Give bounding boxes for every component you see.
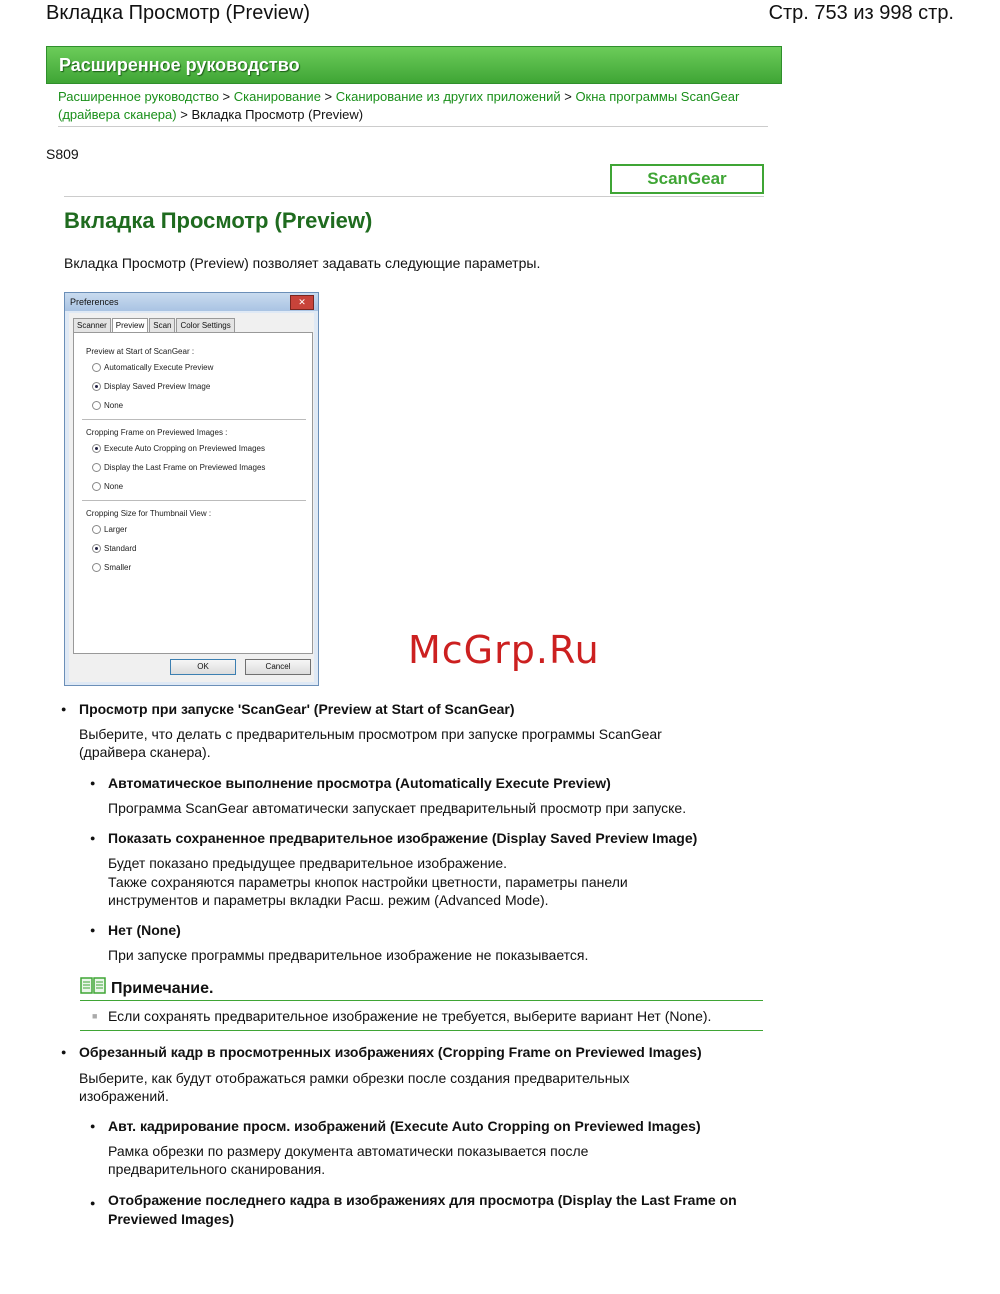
page-number: Стр. 753 из 998 стр. xyxy=(768,2,954,24)
radio-auto-execute-preview[interactable]: Automatically Execute Preview xyxy=(92,363,213,372)
breadcrumb: Расширенное руководство > Сканирование > Сканирование из других приложений > Окна программы ScanGear (драйвера сканера) > Вкладка Просмотр (Preview) xyxy=(58,89,740,122)
ok-button[interactable]: OK xyxy=(170,659,236,675)
option-title: ● Нет (None) xyxy=(108,922,181,938)
close-icon[interactable]: ✕ xyxy=(290,295,314,310)
main-heading: Вкладка Просмотр (Preview) xyxy=(64,208,373,233)
page-title: Вкладка Просмотр (Preview) xyxy=(46,2,310,24)
option-description: Рамка обрезки по размеру документа автоматически показывается после предварительного сканирования. xyxy=(108,1143,589,1177)
tab-preview[interactable]: Preview xyxy=(112,318,148,332)
radio-display-saved-preview[interactable]: Display Saved Preview Image xyxy=(92,382,210,391)
breadcrumb-link-other-apps[interactable]: Сканирование из других приложений xyxy=(335,89,561,104)
radio-preview-none[interactable]: None xyxy=(92,401,123,410)
option-title: ● Отображение последнего кадра в изображениях для просмотра (Display the Last Frame on Previewed Images) xyxy=(108,1191,768,1229)
breadcrumb-link-guide[interactable]: Расширенное руководство xyxy=(58,89,219,104)
divider xyxy=(82,419,306,420)
option-description: Программа ScanGear автоматически запускает предварительный просмотр при запуске. xyxy=(108,800,687,816)
note-title: Примечание. xyxy=(111,980,214,997)
breadcrumb-link-scangear-windows[interactable]: Окна программы ScanGear (драйвера сканера) xyxy=(58,89,740,122)
page-code: S809 xyxy=(46,146,79,162)
divider xyxy=(64,196,764,197)
note-text: Если сохранять предварительное изображение не требуется, выберите вариант Нет (None). xyxy=(108,1008,712,1024)
preferences-dialog xyxy=(64,292,319,686)
cancel-button[interactable]: Cancel xyxy=(245,659,311,675)
radio-auto-cropping[interactable]: Execute Auto Cropping on Previewed Images xyxy=(92,444,265,453)
option-title: ● Автоматическое выполнение просмотра (Automatically Execute Preview) xyxy=(108,775,611,791)
note-item xyxy=(92,1008,711,1024)
section-label: Preview at Start of ScanGear : xyxy=(86,347,195,356)
section-label: Cropping Frame on Previewed Images : xyxy=(86,428,228,437)
dialog-tabs xyxy=(73,318,236,332)
watermark: McGrp.Ru xyxy=(408,628,600,672)
option-description: При запуске программы предварительное изображение не показывается. xyxy=(108,947,589,963)
option-description: Будет показано предыдущее предварительное изображение. xyxy=(108,855,508,871)
dialog-titlebar xyxy=(65,293,318,311)
radio-last-frame[interactable]: Display the Last Frame on Previewed Images xyxy=(92,463,265,472)
section-description: Выберите, как будут отображаться рамки обрезки после создания предварительных изображений. xyxy=(79,1070,630,1104)
divider xyxy=(58,126,768,127)
dialog-body xyxy=(69,313,314,682)
radio-cropping-none[interactable]: None xyxy=(92,482,123,491)
preview-tab-panel xyxy=(73,332,313,654)
note-header xyxy=(80,976,763,1001)
book-icon xyxy=(80,976,106,996)
tab-color-settings[interactable]: Color Settings xyxy=(176,318,234,332)
intro-text: Вкладка Просмотр (Preview) позволяет задавать следующие параметры. xyxy=(64,255,541,271)
section-description: Выберите, что делать с предварительным просмотром при запуске программы ScanGear (драйвера сканера). xyxy=(79,726,662,760)
section-title: ● Просмотр при запуске 'ScanGear' (Preview at Start of ScanGear) xyxy=(79,701,515,717)
option-description: Также сохраняются параметры кнопок настройки цветности, параметры панели инструментов и параметры вкладки Расш. режим (Advanced Mode). xyxy=(108,874,628,908)
tab-scanner[interactable]: Scanner xyxy=(73,318,111,332)
breadcrumb-current: Вкладка Просмотр (Preview) xyxy=(191,107,364,122)
scangear-badge: ScanGear xyxy=(610,164,764,194)
section-title: ● Обрезанный кадр в просмотренных изображениях (Cropping Frame on Previewed Images) xyxy=(79,1044,702,1060)
section-label: Cropping Size for Thumbnail View : xyxy=(86,509,212,518)
breadcrumb-link-scanning[interactable]: Сканирование xyxy=(233,89,321,104)
radio-standard[interactable]: Standard xyxy=(92,544,136,553)
radio-larger[interactable]: Larger xyxy=(92,525,127,534)
banner-label: Расширенное руководство xyxy=(59,55,300,75)
option-title: ● Авт. кадрирование просм. изображений (Execute Auto Cropping on Previewed Images) xyxy=(108,1118,701,1134)
divider xyxy=(80,1030,763,1031)
divider xyxy=(82,500,306,501)
tab-scan[interactable]: Scan xyxy=(149,318,175,332)
dialog-title: Preferences xyxy=(70,297,119,307)
radio-smaller[interactable]: Smaller xyxy=(92,563,131,572)
option-title: ● Показать сохраненное предварительное изображение (Display Saved Preview Image) xyxy=(108,830,697,846)
section-banner xyxy=(46,46,782,84)
